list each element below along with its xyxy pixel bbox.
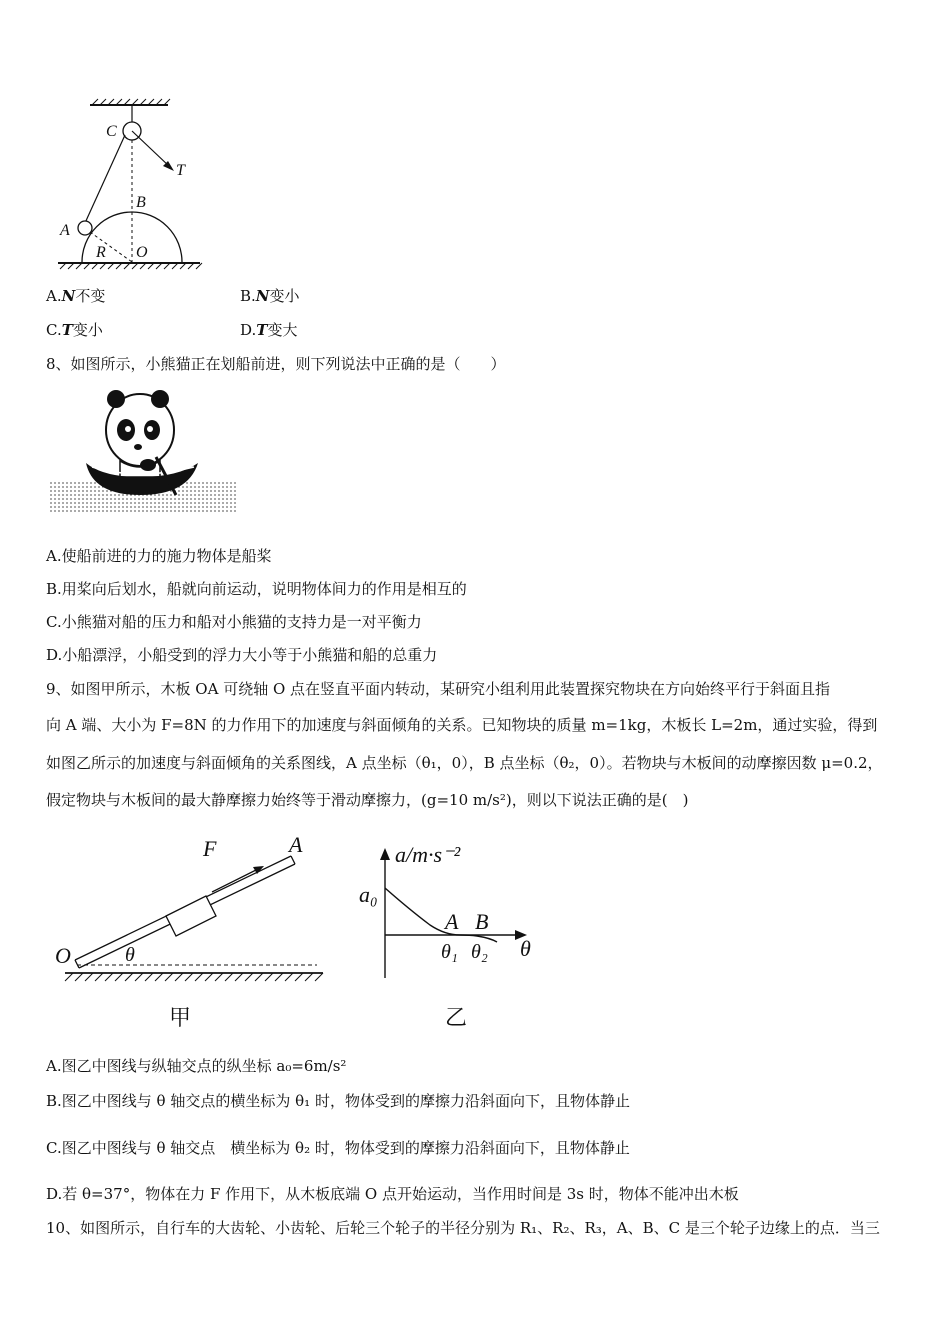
q7-option-a: A.N不变 bbox=[46, 287, 106, 305]
q8-option-a: A.使船前进的力的施力物体是船桨 bbox=[46, 547, 272, 565]
q9-stem-line-4: 假定物块与木板间的最大静摩擦力始终等于滑动摩擦力，(g=10 m/s²)，则以下说法正确的是( ) bbox=[46, 791, 689, 809]
q7-figure bbox=[50, 95, 210, 270]
label-A: A bbox=[60, 222, 70, 239]
label-B-yi: B bbox=[475, 909, 489, 934]
q7-option-d: D.T变大 bbox=[240, 321, 298, 339]
q8-stem: 8、如图所示，小熊猫正在划船前进，则下列说法中正确的是（ ） bbox=[46, 355, 506, 373]
label-theta2: θ₂ bbox=[471, 941, 488, 963]
figure-jia bbox=[55, 830, 335, 1040]
label-a0: a₀ bbox=[359, 882, 378, 907]
q10-stem: 10、如图所示，自行车的大齿轮、小齿轮、后轮三个轮子的半径分别为 R₁、R₂、R₃，A、B、C 是三个轮子边缘上的点．当三 bbox=[46, 1219, 880, 1237]
label-R: R bbox=[96, 244, 106, 261]
q9-option-a: A.图乙中图线与纵轴交点的纵坐标 a₀=6m/s² bbox=[46, 1057, 347, 1075]
q9-stem-line-3: 如图乙所示的加速度与斜面倾角的关系图线，A 点坐标（θ₁，0），B 点坐标（θ₂，0）。若物块与木板间的动摩擦因数 μ=0.2， bbox=[46, 754, 883, 772]
label-O: O bbox=[136, 244, 148, 261]
q8-option-c: C.小熊猫对船的压力和船对小熊猫的支持力是一对平衡力 bbox=[46, 613, 422, 631]
label-O-jia: O bbox=[55, 943, 71, 968]
label-T: T bbox=[176, 162, 185, 179]
q7-option-c: C.T变小 bbox=[46, 321, 103, 339]
q9-stem-line-2: 向 A 端、大小为 F=8N 的力作用下的加速度与斜面倾角的关系。已知物块的质量 m=1kg，木板长 L=2m，通过实验，得到 bbox=[46, 716, 878, 734]
q9-option-d: D.若 θ=37°，物体在力 F 作用下，从木板底端 O 点开始运动，当作用时间是 3s 时，物体不能冲出木板 bbox=[46, 1185, 739, 1203]
label-A-jia: A bbox=[289, 832, 303, 857]
q9-option-c: C.图乙中图线与 θ 轴交点 横坐标为 θ₂ 时，物体受到的摩擦力沿斜面向下，且物体静止 bbox=[46, 1139, 630, 1157]
label-F: F bbox=[203, 836, 217, 861]
q9-stem-line-1: 9、如图甲所示，木板 OA 可绕轴 O 点在竖直平面内转动，某研究小组利用此装置探究物块在方向始终平行于斜面且指 bbox=[46, 680, 831, 698]
panda-boat-figure bbox=[48, 385, 238, 515]
label-theta1: θ₁ bbox=[441, 941, 458, 963]
figure-yi bbox=[355, 840, 555, 1040]
label-yaxis: a/m·s⁻² bbox=[395, 842, 461, 867]
label-xaxis: θ bbox=[520, 936, 531, 961]
label-theta-jia: θ bbox=[125, 944, 135, 966]
caption-jia: 甲 bbox=[169, 1006, 192, 1031]
label-A-yi: A bbox=[445, 909, 459, 934]
label-B: B bbox=[136, 194, 146, 211]
q8-option-d: D.小船漂浮，小船受到的浮力大小等于小熊猫和船的总重力 bbox=[46, 646, 438, 664]
q7-option-b: B.N变小 bbox=[240, 287, 300, 305]
caption-yi: 乙 bbox=[445, 1006, 468, 1031]
label-C: C bbox=[106, 123, 117, 140]
q9-option-b: B.图乙中图线与 θ 轴交点的横坐标为 θ₁ 时，物体受到的摩擦力沿斜面向下，且物体静止 bbox=[46, 1092, 630, 1110]
q8-option-b: B.用桨向后划水，船就向前运动，说明物体间力的作用是相互的 bbox=[46, 580, 467, 598]
